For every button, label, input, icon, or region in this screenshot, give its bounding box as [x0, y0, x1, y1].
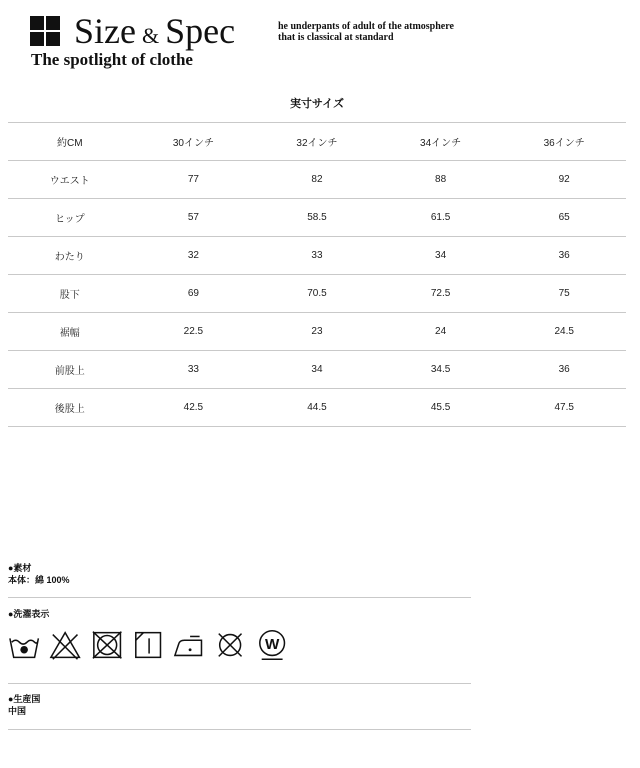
page-header [0, 0, 640, 80]
table-row [8, 351, 626, 389]
line-dry-icon [132, 628, 164, 662]
table-cell: 92 [502, 161, 626, 199]
table-header-row [8, 123, 626, 161]
table-cell: 33 [255, 237, 379, 275]
table-header-cell: 36インチ [502, 123, 626, 161]
table-cell: 45.5 [379, 389, 503, 427]
origin-section [8, 693, 471, 717]
table-cell: 77 [132, 161, 256, 199]
table-header-cell: 30インチ [132, 123, 256, 161]
table-cell: 47.5 [502, 389, 626, 427]
table-cell: 36 [502, 237, 626, 275]
logo-grid-icon [30, 16, 60, 46]
row-label: 裾幅 [8, 313, 132, 351]
table-cell: 75 [502, 275, 626, 313]
row-label: 前股上 [8, 351, 132, 389]
no-bleach-icon [49, 628, 81, 662]
no-dry-clean-icon [214, 628, 246, 662]
table-cell: 24.5 [502, 313, 626, 351]
table-cell: 22.5 [132, 313, 256, 351]
iron-low-icon [173, 628, 205, 662]
row-label: ウエスト [8, 161, 132, 199]
table-cell: 34 [255, 351, 379, 389]
wash-tub-icon [8, 628, 40, 662]
origin-value: 中国 [8, 706, 27, 716]
care-icons [8, 625, 288, 665]
table-cell: 32 [132, 237, 256, 275]
material-section [8, 562, 471, 586]
table-cell: 72.5 [379, 275, 503, 313]
row-label: ヒップ [8, 199, 132, 237]
divider [8, 729, 471, 730]
table-cell: 57 [132, 199, 256, 237]
table-cell: 58.5 [255, 199, 379, 237]
washing-title: ●洗濯表示 [8, 609, 50, 619]
origin-title: ●生産国 [8, 694, 41, 704]
table-cell: 82 [255, 161, 379, 199]
row-label: 後股上 [8, 389, 132, 427]
brand-title-amp: & [141, 23, 160, 48]
tagline-line-1: he underpants of adult of the atmosphere [278, 21, 454, 32]
table-row [8, 237, 626, 275]
table-title: 実寸サイズ [289, 98, 345, 110]
table-header-cell: 約CM [8, 123, 132, 161]
tagline [278, 21, 454, 43]
table-cell: 42.5 [132, 389, 256, 427]
tagline-line-2: that is classical at standard [278, 32, 394, 43]
divider [8, 597, 471, 598]
material-value: 本体：綿 100% [8, 575, 70, 585]
table-header-cell: 34インチ [379, 123, 503, 161]
table-cell: 33 [132, 351, 256, 389]
table-cell: 34.5 [379, 351, 503, 389]
table-cell: 23 [255, 313, 379, 351]
table-row [8, 161, 626, 199]
table-cell: 65 [502, 199, 626, 237]
table-cell: 34 [379, 237, 503, 275]
wet-clean-letter: W [264, 635, 279, 653]
divider [8, 683, 471, 684]
table-header-cell: 32インチ [255, 123, 379, 161]
table-cell: 88 [379, 161, 503, 199]
table-row [8, 275, 626, 313]
table-row [8, 389, 626, 427]
table-cell: 36 [502, 351, 626, 389]
table-row [8, 199, 626, 237]
table-cell: 70.5 [255, 275, 379, 313]
no-tumble-dry-icon [91, 628, 123, 662]
table-row [8, 313, 626, 351]
table-cell: 69 [132, 275, 256, 313]
size-table [8, 122, 626, 427]
washing-section [8, 608, 471, 620]
brand-title-end: Spec [165, 11, 236, 51]
subtitle: The spotlight of clothe [31, 50, 193, 69]
row-label: わたり [8, 237, 132, 275]
table-cell: 24 [379, 313, 503, 351]
table-cell: 44.5 [255, 389, 379, 427]
wet-clean-icon [256, 628, 288, 662]
brand-title-main: Size [74, 11, 136, 51]
table-cell: 61.5 [379, 199, 503, 237]
material-title: ●素材 [8, 563, 32, 573]
row-label: 股下 [8, 275, 132, 313]
